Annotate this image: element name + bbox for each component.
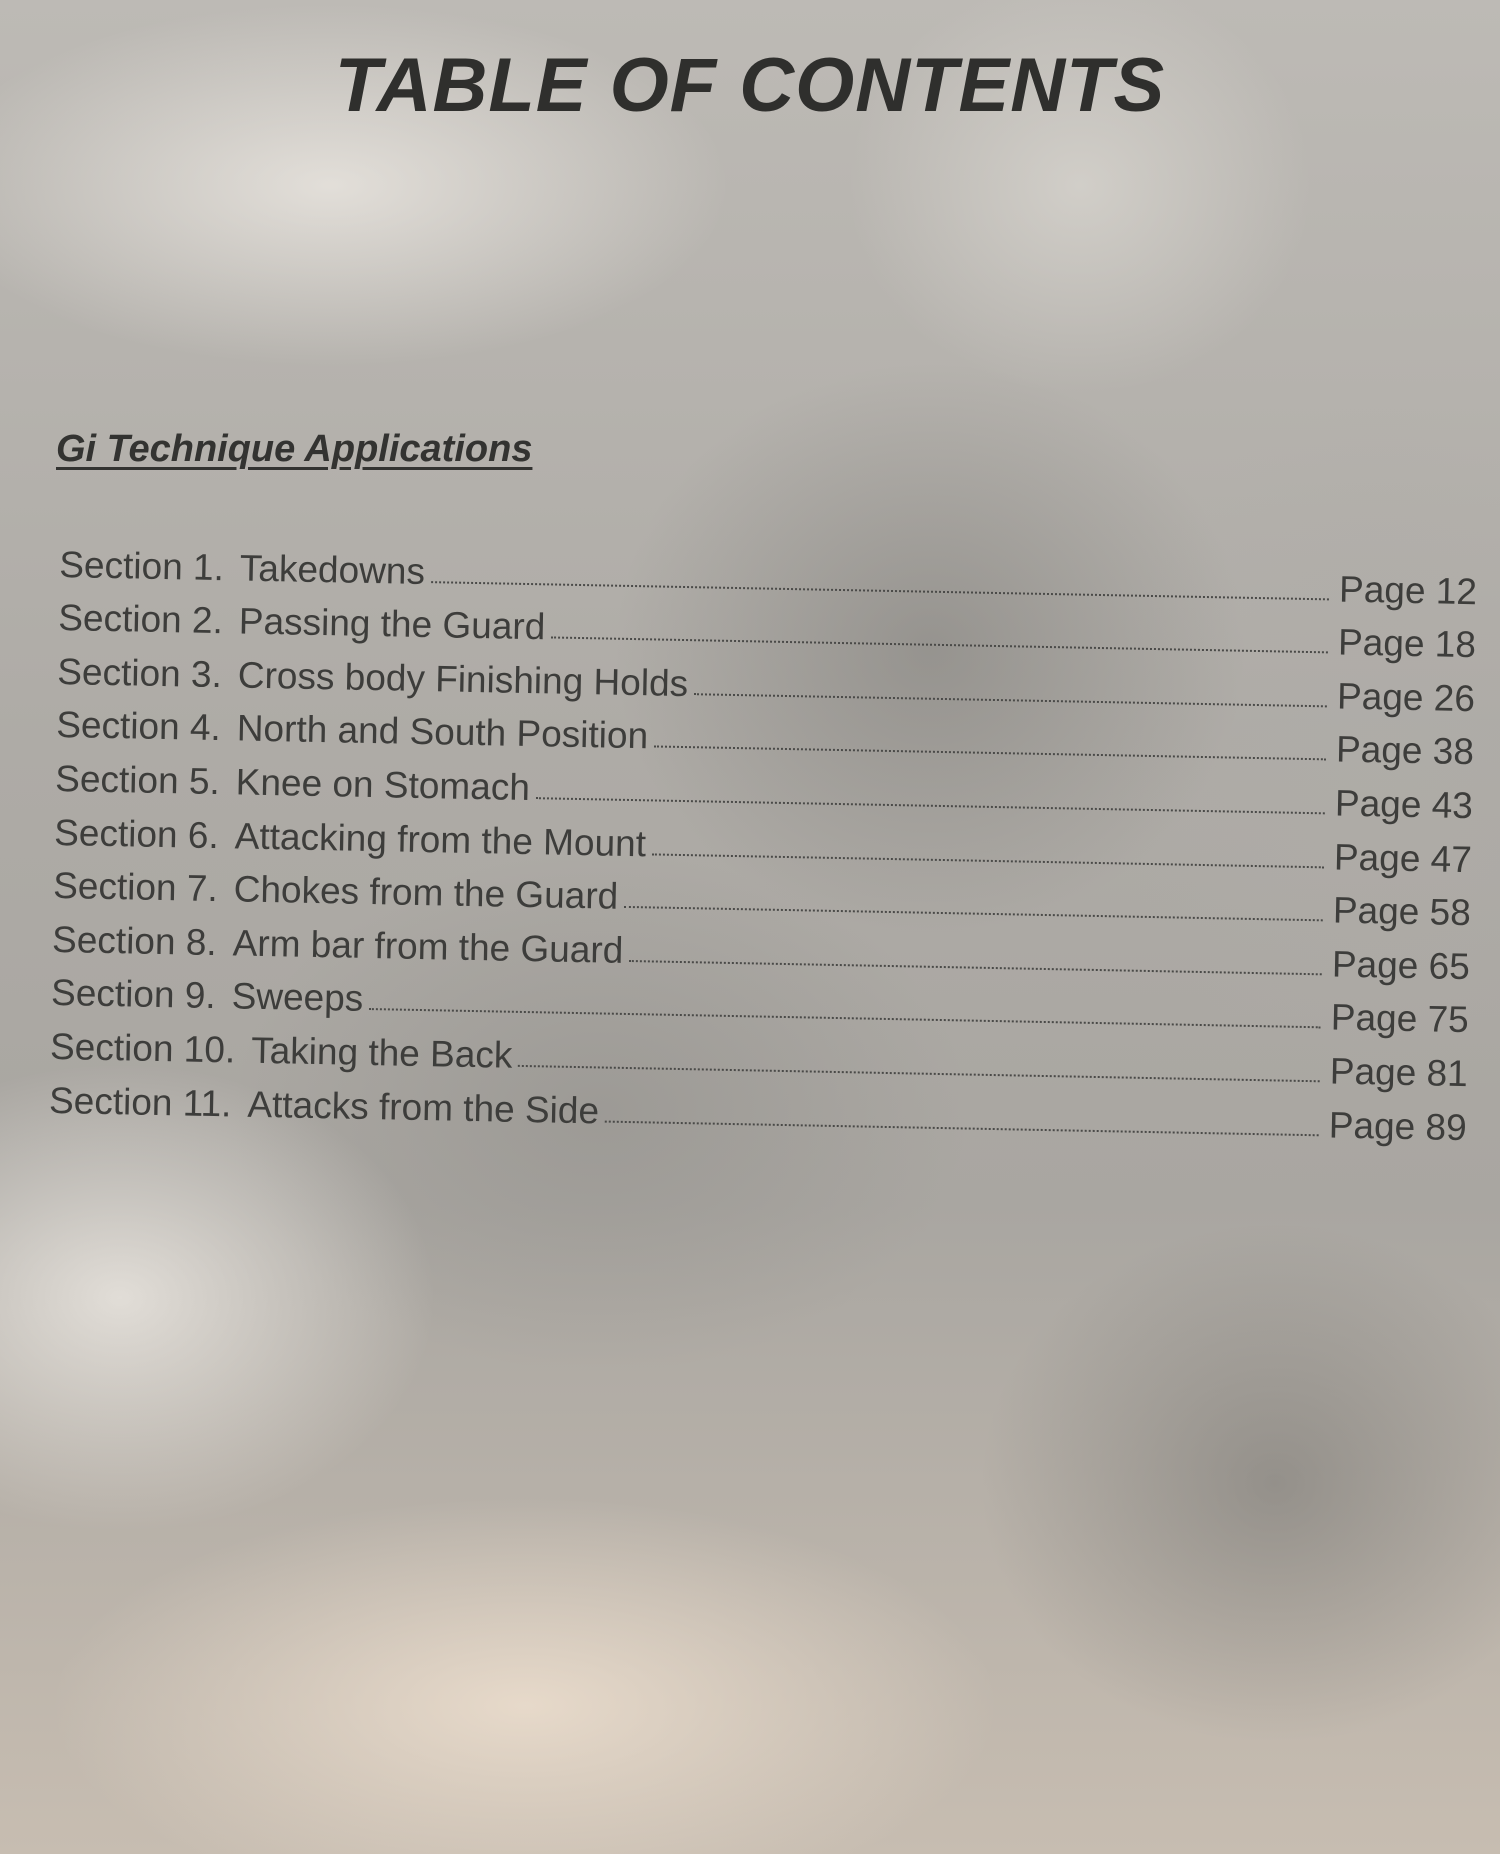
dot-leader	[694, 692, 1327, 707]
toc-list	[49, 532, 1490, 1149]
section-number: Section 1.	[58, 543, 225, 588]
section-title: Cross body Finishing Holds	[237, 654, 689, 704]
page-reference: Page 58	[1332, 889, 1472, 934]
section-title: North and South Position	[236, 707, 649, 757]
section-title: Chokes from the Guard	[233, 868, 619, 917]
page-reference: Page 43	[1334, 782, 1474, 827]
section-title: Takedowns	[239, 547, 426, 592]
dot-leader	[624, 905, 1323, 921]
section-number: Section 11.	[48, 1079, 232, 1124]
section-title: Taking the Back	[250, 1029, 513, 1076]
dot-leader	[629, 959, 1322, 975]
section-title: Passing the Guard	[238, 600, 546, 648]
section-number: Section 7.	[52, 865, 219, 910]
dot-leader	[652, 852, 1324, 868]
section-number: Section 6.	[53, 811, 220, 856]
section-number: Section 5.	[54, 757, 221, 803]
page-reference: Page 47	[1333, 836, 1473, 880]
page-title: TABLE OF CONTENTS	[334, 43, 1166, 128]
page-reference: Page 38	[1335, 728, 1475, 773]
page-reference: Page 75	[1330, 996, 1470, 1041]
page-reference: Page 26	[1336, 675, 1476, 719]
section-number: Section 10.	[49, 1025, 236, 1071]
section-number: Section 9.	[50, 972, 217, 1017]
section-number: Section 4.	[55, 704, 222, 749]
section-title: Knee on Stomach	[235, 761, 531, 809]
section-number: Section 2.	[57, 597, 224, 642]
section-heading: Gi Technique Applications	[56, 428, 533, 470]
section-title: Attacks from the Side	[247, 1083, 600, 1131]
section-title: Attacking from the Mount	[234, 814, 647, 864]
page-reference: Page 12	[1338, 568, 1478, 612]
section-title: Arm bar from the Guard	[232, 922, 624, 971]
page-reference: Page 65	[1331, 943, 1471, 987]
page-reference: Page 89	[1328, 1104, 1468, 1148]
section-number: Section 8.	[51, 918, 218, 963]
section-title: Sweeps	[231, 975, 364, 1020]
dot-leader	[605, 1119, 1319, 1136]
page-reference: Page 18	[1337, 621, 1477, 666]
section-number: Section 3.	[56, 650, 223, 695]
dot-leader	[654, 745, 1326, 761]
page-reference: Page 81	[1329, 1050, 1469, 1095]
